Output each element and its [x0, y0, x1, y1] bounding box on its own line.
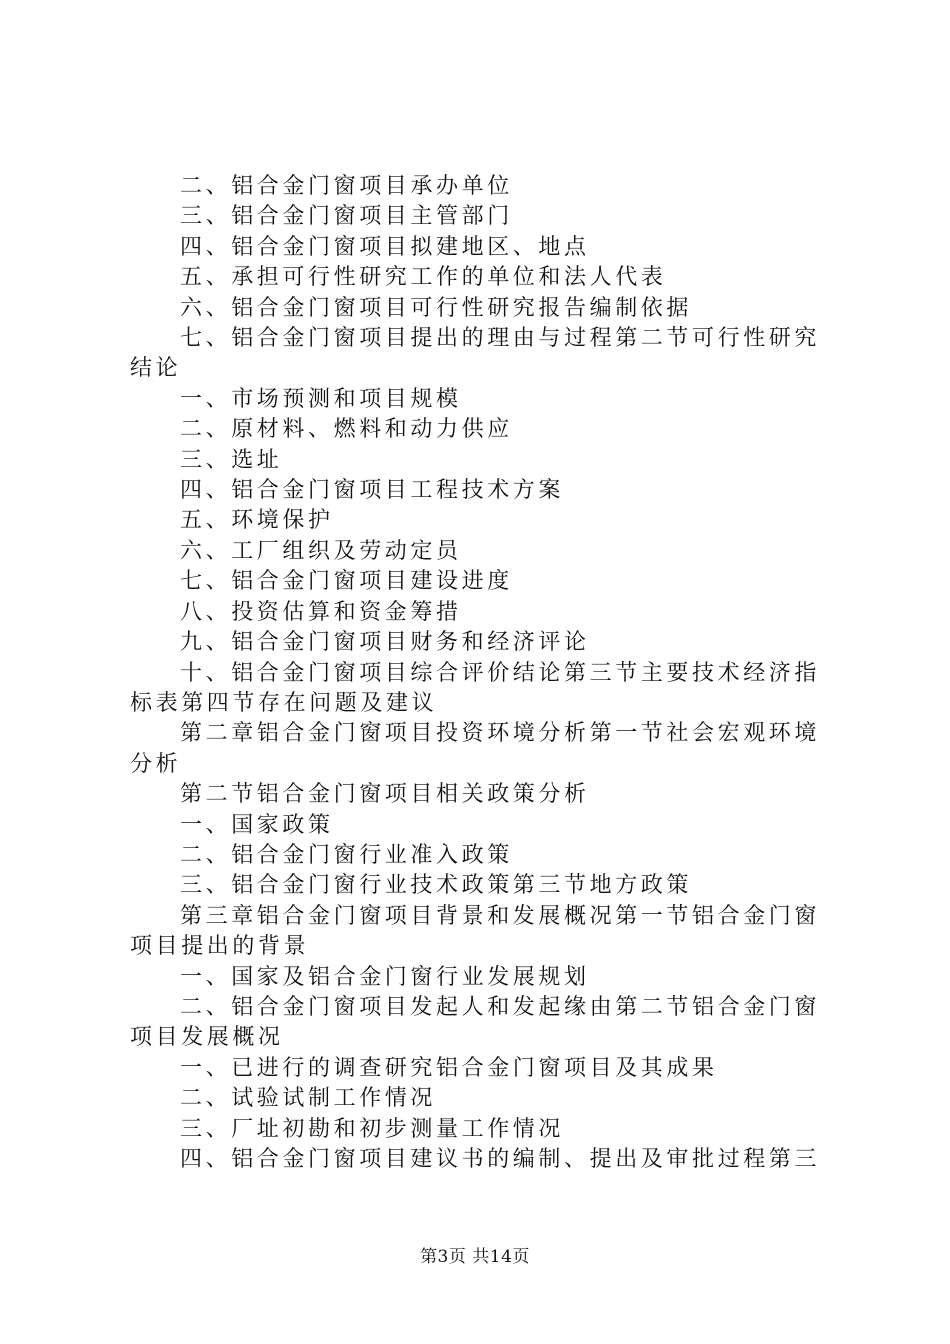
paragraph: 九、铝合金门窗项目财务和经济评论 [180, 630, 590, 656]
paragraph: 五、环境保护 [180, 508, 334, 534]
paragraph: 六、工厂组织及劳动定员 [180, 538, 462, 564]
paragraph: 三、铝合金门窗行业技术政策第三节地方政策 [180, 873, 693, 899]
paragraph: 三、铝合金门窗项目主管部门 [180, 204, 513, 230]
paragraph: 八、投资估算和资金筹措 [180, 599, 462, 625]
paragraph: 第二章铝合金门窗项目投资环境分析第一节社会宏观环境分析 [130, 721, 821, 777]
document-body [130, 172, 830, 1175]
paragraph: 七、铝合金门窗项目建设进度 [180, 569, 513, 595]
paragraph: 二、铝合金门窗行业准入政策 [180, 842, 513, 868]
paragraph: 十、铝合金门窗项目综合评价结论第三节主要技术经济指标表第四节存在问题及建议 [130, 660, 821, 716]
page-number-footer: 第3页 共14页 [420, 1247, 530, 1267]
paragraph: 四、铝合金门窗项目工程技术方案 [180, 478, 565, 504]
paragraph: 一、市场预测和项目规模 [180, 386, 462, 412]
paragraph: 二、原材料、燃料和动力供应 [180, 417, 513, 443]
paragraph: 五、承担可行性研究工作的单位和法人代表 [180, 265, 667, 291]
paragraph: 六、铝合金门窗项目可行性研究报告编制依据 [180, 295, 693, 321]
paragraph: 四、铝合金门窗项目建议书的编制、提出及审批过程第三 [180, 1147, 821, 1172]
paragraph: 二、铝合金门窗项目发起人和发起缘由第二节铝合金门窗项目发展概况 [130, 994, 821, 1051]
paragraph: 四、铝合金门窗项目拟建地区、地点 [180, 234, 590, 260]
paragraph: 三、选址 [180, 447, 283, 473]
paragraph: 第二节铝合金门窗项目相关政策分析 [180, 782, 590, 808]
paragraph: 二、铝合金门窗项目承办单位 [180, 174, 513, 199]
paragraph: 一、国家政策 [180, 812, 334, 838]
paragraph: 一、已进行的调查研究铝合金门窗项目及其成果 [180, 1055, 718, 1081]
paragraph: 七、铝合金门窗项目提出的理由与过程第二节可行性研究结论 [130, 326, 821, 382]
paragraph: 二、试验试制工作情况 [180, 1086, 437, 1112]
paragraph: 三、厂址初勘和初步测量工作情况 [180, 1116, 565, 1142]
paragraph: 第三章铝合金门窗项目背景和发展概况第一节铝合金门窗项目提出的背景 [130, 903, 821, 960]
paragraph: 一、国家及铝合金门窗行业发展规划 [180, 964, 590, 990]
